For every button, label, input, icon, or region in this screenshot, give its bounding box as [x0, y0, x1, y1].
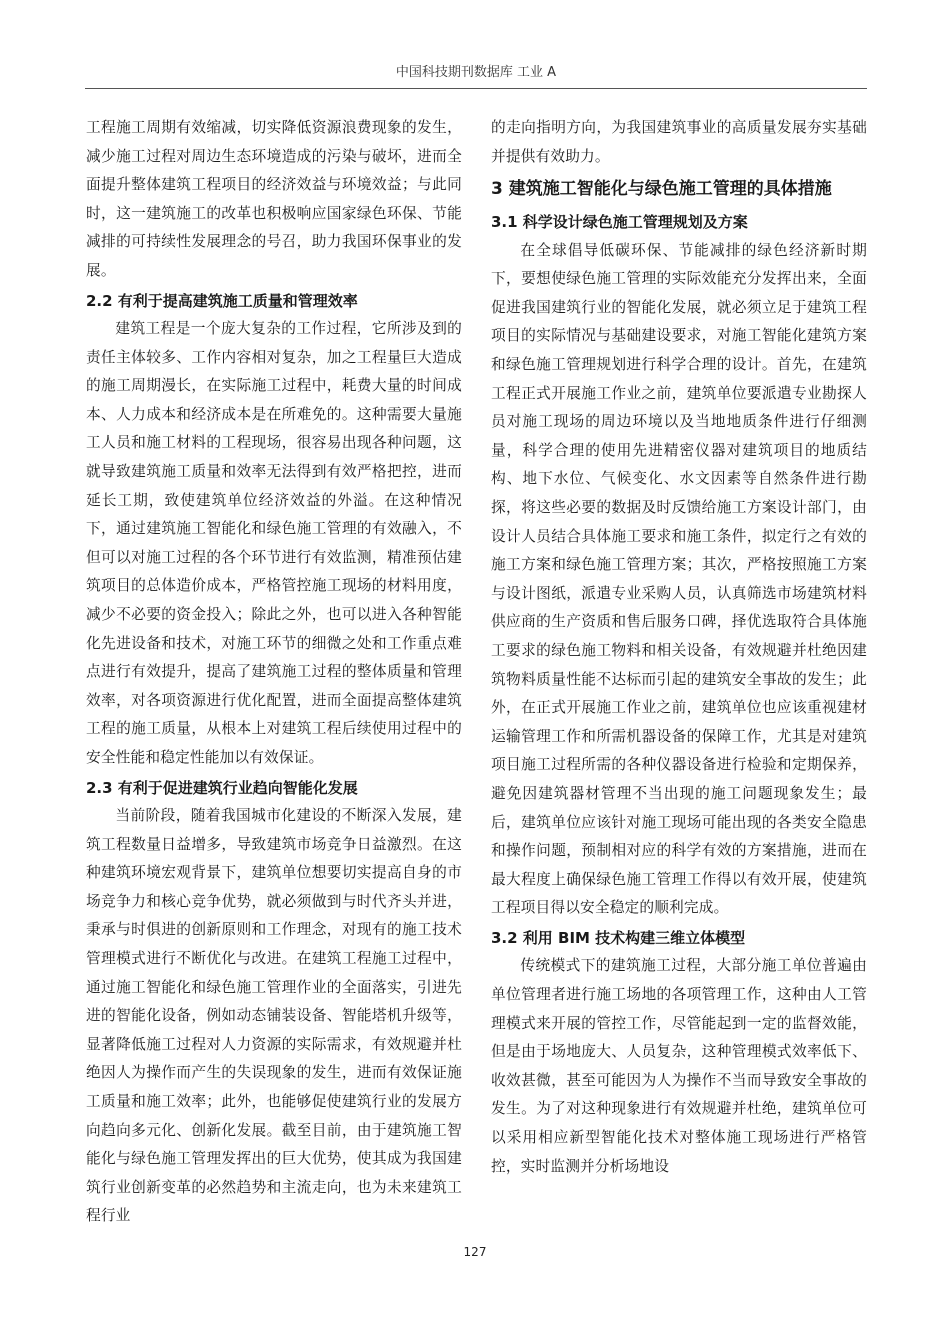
- right-column: [491, 114, 867, 1181]
- section-3-1-paragraph: 在全球倡导低碳环保、节能减排的绿色经济新时期下，要想使绿色施工管理的实际效能充分发挥出来，全面促进我国建筑行业的智能化发展，就必须立足于建筑工程项目的实际情况与基础建设要求，对施工智能化建筑方案和绿色施工管理规划进行科学合理的设计。首先，在建筑工程正式开展施工作业之前，建筑单位要派遣专业勘探人员对施工现场的周边环境以及当地地质条件进行仔细测量，科学合理的使用先进精密仪器对建筑项目的地质结构、地下水位、气候变化、水文因素等自然条件进行勘探，将这些必要的数据及时反馈给施工方案设计部门，由设计人员结合具体施工要求和施工条件，拟定行之有效的施工方案和绿色施工管理方案；其次，严格按照施工方案与设计图纸，派遣专业采购人员，认真筛选市场建筑材料供应商的生产资质和售后服务口碑，择优选取符合具体施工要求的绿色施工物料和相关设备，有效规避并杜绝因建筑物料质量性能不达标而引起的建筑安全事故的发生；此外，在正式开展施工作业之前，建筑单位也应该重视建材运输管理工作和所需机器设备的保障工作，尤其是对建筑项目施工过程所需的各种仪器设备进行检验和定期保养，避免因建筑器材管理不当出现的施工问题现象发生；最后，建筑单位应该针对施工现场可能出现的各类安全隐患和操作问题，预制相对应的科学有效的方案措施，进而在最大程度上确保绿色施工管理工作得以有效开展，使建筑工程项目得以安全稳定的顺利完成。: [491, 241, 867, 917]
- section-2-3-paragraph: 当前阶段，随着我国城市化建设的不断深入发展，建筑工程数量日益增多，导致建筑市场竞争日益激烈。在这种建筑环境宏观背景下，建筑单位想要切实提高自身的市场竞争力和核心竞争优势，就必须做到与时代齐头并进，秉承与时俱进的创新原则和工作理念，对现有的施工技术管理模式进行不断优化与改进。在建筑工程施工过程中，通过施工智能化和绿色施工管理作业的全面落实，引进先进的智能化设备，例如动态铺装设备、智能塔机升级等，显著降低施工过程对人力资源的实际需求，有效规避并杜绝因人为操作而产生的失误现象的发生，进而有效保证施工质量和施工效率；此外，也能够促使建筑行业的发展方向趋向多元化、创新化发展。截至目前，由于建筑施工智能化与绿色施工管理发挥出的巨大优势，使其成为我国建筑行业创新变革的必然趋势和主流走向，也为未来建筑工程行业: [86, 807, 462, 1225]
- header-divider: [85, 88, 867, 89]
- section-3-2-paragraph: 传统模式下的建筑施工过程，大部分施工单位普遍由单位管理者进行施工场地的各项管理工作，这种由人工管理模式来开展的管控工作，尽管能起到一定的监督效能，但是由于场地庞大、人员复杂，这种管理模式效率低下、收效甚微，甚至可能因为人为操作不当而导致安全事故的发生。为了对这种现象进行有效规避并杜绝，建筑单位可以采用相应新型智能化技术对整体施工现场进行严格管控，实时监测并分析场地设: [491, 957, 867, 1175]
- page-number: 127: [463, 1245, 487, 1259]
- left-column: [86, 114, 462, 1231]
- section-2-2-paragraph: 建筑工程是一个庞大复杂的工作过程，它所涉及到的责任主体较多、工作内容相对复杂，加之工程量巨大造成的施工周期漫长，在实际施工过程中，耗费大量的时间成本、人力成本和经济成本是在所难免的。这种需要大量施工人员和施工材料的工程现场，很容易出现各种问题，这就导致建筑施工质量和效率无法得到有效严格把控，进而延长工期，致使建筑单位经济效益的外溢。在这种情况下，通过建筑施工智能化和绿色施工管理的有效融入，不但可以对施工过程的各个环节进行有效监测，精准预估建筑项目的总体造价成本，严格管控施工现场的材料用度，减少不必要的资金投入；除此之外，也可以进入各种智能化先进设备和技术，对施工环节的细微之处和工作重点难点进行有效提升，提高了建筑施工过程的整体质量和管理效率，对各项资源进行优化配置，进而全面提高整体建筑工程的施工质量，从根本上对建筑工程后续使用过程中的安全性能和稳定性能加以有效保证。: [86, 320, 462, 766]
- section-2-2-heading: 2.2 有利于提高建筑施工质量和管理效率: [86, 291, 358, 310]
- section-3-2-heading: 3.2 利用 BIM 技术构建三维立体模型: [491, 928, 746, 947]
- running-header: 中国科技期刊数据库 工业 A: [395, 65, 557, 80]
- section-2-3-heading: 2.3 有利于促进建筑行业趋向智能化发展: [86, 778, 358, 797]
- section-3-heading: 3 建筑施工智能化与绿色施工管理的具体措施: [491, 179, 832, 200]
- continuation-paragraph: 的走向指明方向，为我国建筑事业的高质量发展夯实基础并提供有效助力。: [491, 119, 867, 165]
- intro-paragraph: 工程施工周期有效缩减，切实降低资源浪费现象的发生，减少施工过程对周边生态环境造成的污染与破坏，进而全面提升整体建筑工程项目的经济效益与环境效益；与此同时，这一建筑施工的改革也积极响应国家绿色环保、节能减排的可持续性发展理念的号召，助力我国环保事业的发展。: [86, 119, 462, 279]
- section-3-1-heading: 3.1 科学设计绿色施工管理规划及方案: [491, 213, 748, 232]
